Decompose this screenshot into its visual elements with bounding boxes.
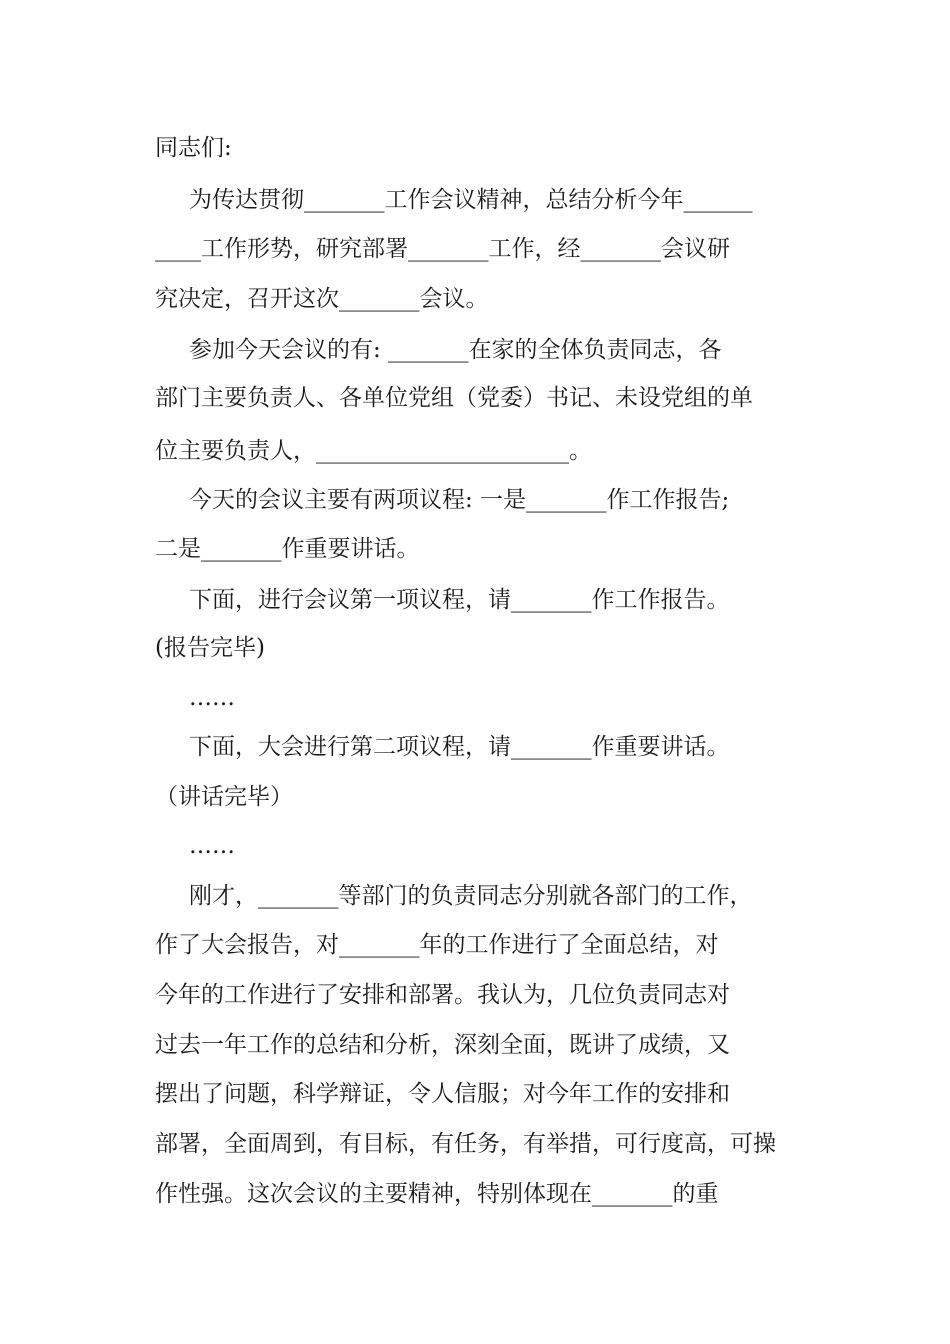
paragraph-line: 刚才，_______等部门的负责同志分别就各部门的工作， <box>189 883 753 909</box>
paragraph-line: 二是_______作重要讲话。 <box>155 536 420 562</box>
paragraph-line: 作了大会报告，对_______年的工作进行了全面总结，对 <box>155 932 719 958</box>
paragraph-line: 过去一年工作的总结和分析，深刻全面，既讲了成绩，又 <box>155 1032 730 1058</box>
paragraph-line: 部署，全面周到，有目标，有任务，有举措，可行度高，可操 <box>155 1131 776 1157</box>
paragraph-line: 下面，进行会议第一项议程，请_______作工作报告。 <box>189 587 730 613</box>
paragraph-line: 作性强。这次会议的主要精神，特别体现在_______的重 <box>155 1181 719 1207</box>
paragraph-line: 位主要负责人，______________________。 <box>155 438 592 464</box>
ellipsis-line: …… <box>189 685 235 711</box>
paragraph-line: 今天的会议主要有两项议程: 一是_______作工作报告; <box>189 487 730 513</box>
paragraph-line: (报告完毕) <box>155 635 265 661</box>
paragraph-line: 今年的工作进行了安排和部署。我认为，几位负责同志对 <box>155 982 730 1008</box>
paragraph-line: 下面，大会进行第二项议程，请_______作重要讲话。 <box>189 734 730 760</box>
paragraph-line: （讲话完毕） <box>155 784 293 810</box>
paragraph-line: 参加今天会议的有: _______在家的全体负责同志，各 <box>189 337 722 363</box>
paragraph-line: 部门主要负责人、各单位党组（党委）书记、未设党组的单 <box>155 385 753 411</box>
paragraph-line: 究决定，召开这次_______会议。 <box>155 286 489 312</box>
paragraph-line: 为传达贯彻_______工作会议精神，总结分析今年______ <box>189 187 753 213</box>
paragraph-line: ____工作形势，研究部署_______工作，经_______会议研 <box>155 236 730 262</box>
paragraph-line: 摆出了问题，科学辩证，令人信服；对今年工作的安排和 <box>155 1081 730 1107</box>
salutation-line: 同志们: <box>155 135 232 161</box>
ellipsis-line: …… <box>189 833 235 859</box>
